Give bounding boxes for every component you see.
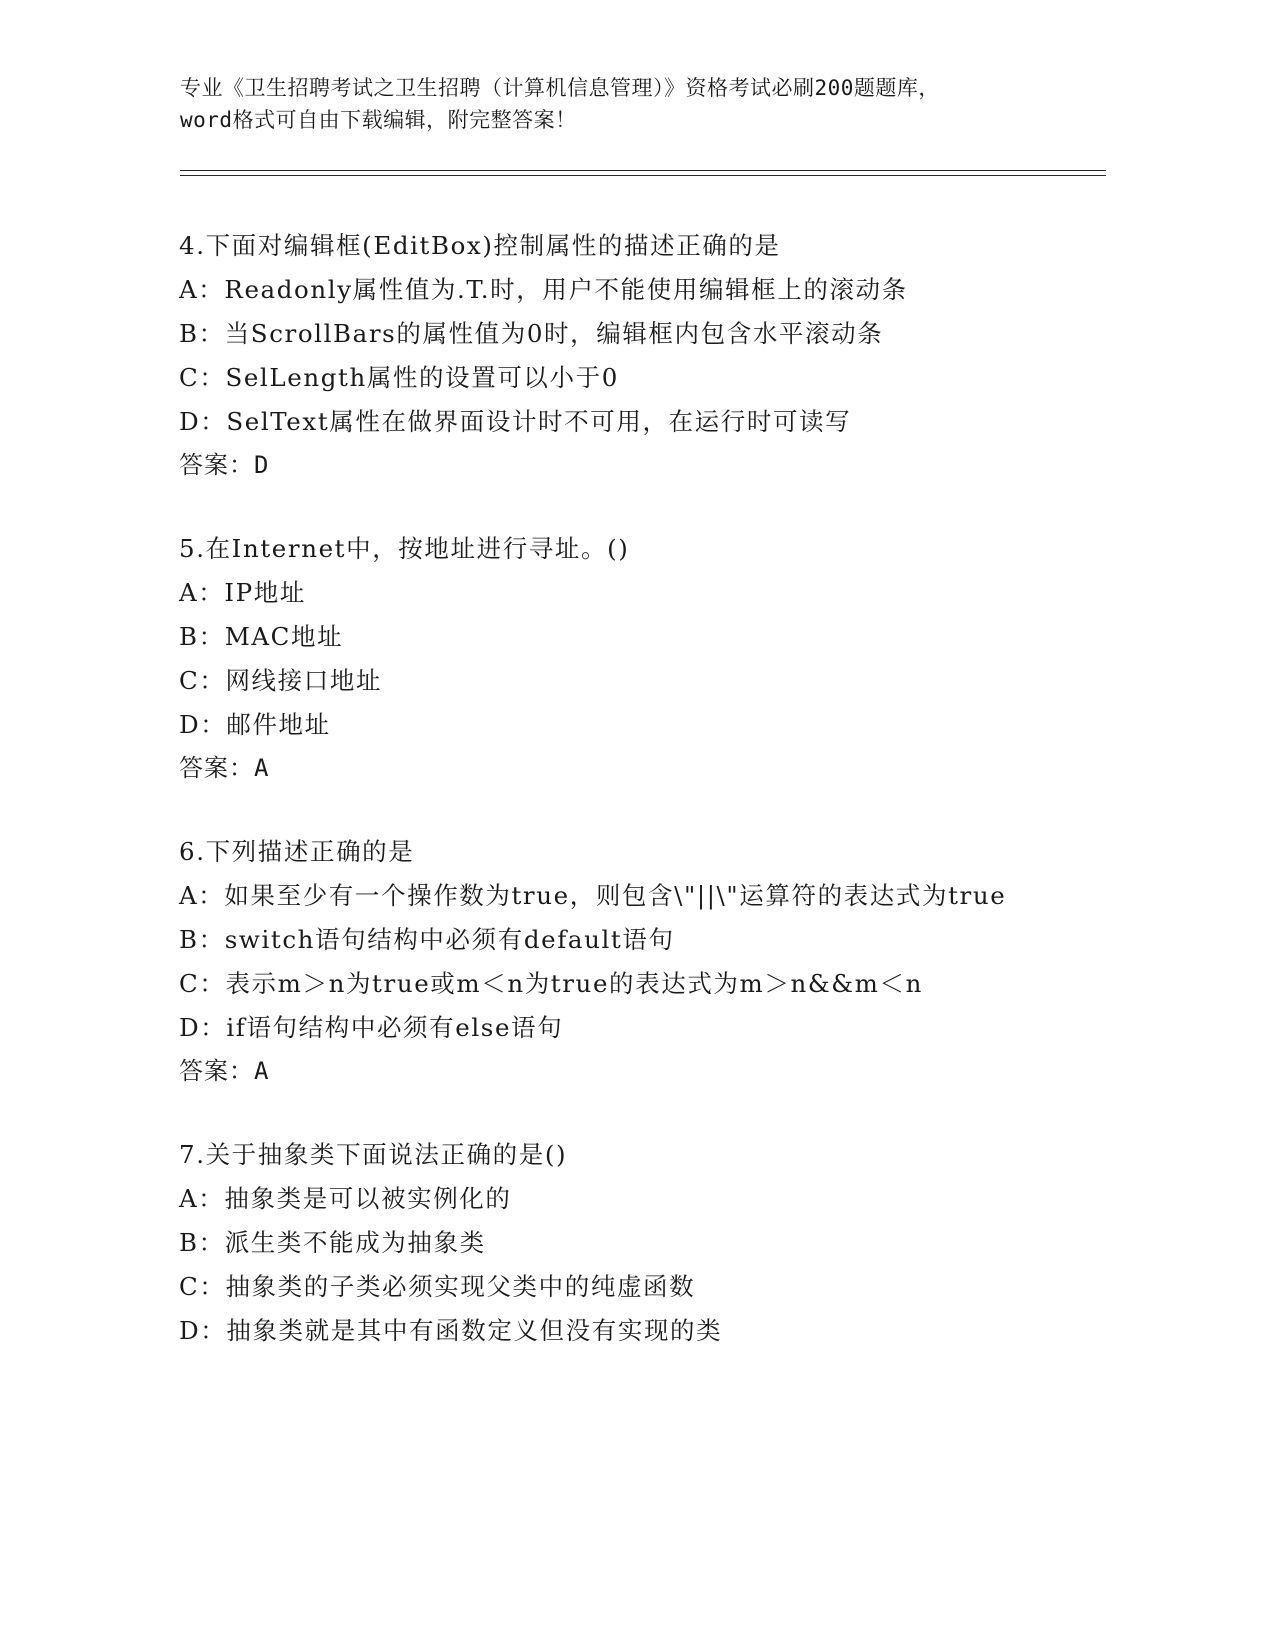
option-c: C：网线接口地址	[179, 666, 383, 695]
option-d: D：if语句结构中必须有else语句	[179, 1013, 564, 1042]
document-header	[180, 72, 1080, 136]
header-divider-bottom	[180, 175, 1106, 176]
question-6	[179, 830, 1059, 1092]
option-c: C：表示m＞n为true或m＜n为true的表达式为m＞n&&m＜n	[179, 969, 923, 998]
option-d: D：邮件地址	[179, 710, 331, 739]
question-list	[179, 224, 1059, 1394]
answer: 答案：A	[179, 1057, 270, 1085]
question-stem: 4.下面对编辑框(EditBox)控制属性的描述正确的是	[179, 231, 781, 260]
question-5	[179, 527, 1059, 789]
option-b: B：switch语句结构中必须有default语句	[179, 925, 675, 954]
option-a: A：如果至少有一个操作数为true，则包含\"||\"运算符的表达式为true	[179, 881, 1007, 910]
option-d: D：抽象类就是其中有函数定义但没有实现的类	[179, 1316, 723, 1345]
option-c: C：抽象类的子类必须实现父类中的纯虚函数	[179, 1272, 696, 1301]
option-b: B：MAC地址	[179, 622, 344, 651]
answer: 答案：A	[179, 754, 270, 782]
option-b: B：派生类不能成为抽象类	[179, 1228, 486, 1257]
option-d: D：SelText属性在做界面设计时不可用，在运行时可读写	[179, 407, 852, 436]
question-stem: 5.在Internet中，按地址进行寻址。()	[179, 534, 630, 563]
option-a: A：Readonly属性值为.T.时，用户不能使用编辑框上的滚动条	[179, 275, 908, 304]
option-a: A：IP地址	[179, 578, 306, 607]
question-7	[179, 1133, 1059, 1353]
answer: 答案：D	[179, 451, 270, 479]
question-stem: 7.关于抽象类下面说法正确的是()	[179, 1140, 568, 1169]
header-line-2: word格式可自由下载编辑，附完整答案！	[180, 108, 577, 132]
header-divider-top	[180, 170, 1106, 171]
question-stem: 6.下列描述正确的是	[179, 837, 415, 866]
question-4	[179, 224, 1059, 486]
header-line-1: 专业《卫生招聘考试之卫生招聘（计算机信息管理）》资格考试必刷200题题库，	[180, 76, 940, 100]
option-c: C：SelLength属性的设置可以小于0	[179, 363, 619, 392]
option-b: B：当ScrollBars的属性值为0时，编辑框内包含水平滚动条	[179, 319, 884, 348]
option-a: A：抽象类是可以被实例化的	[179, 1184, 512, 1213]
